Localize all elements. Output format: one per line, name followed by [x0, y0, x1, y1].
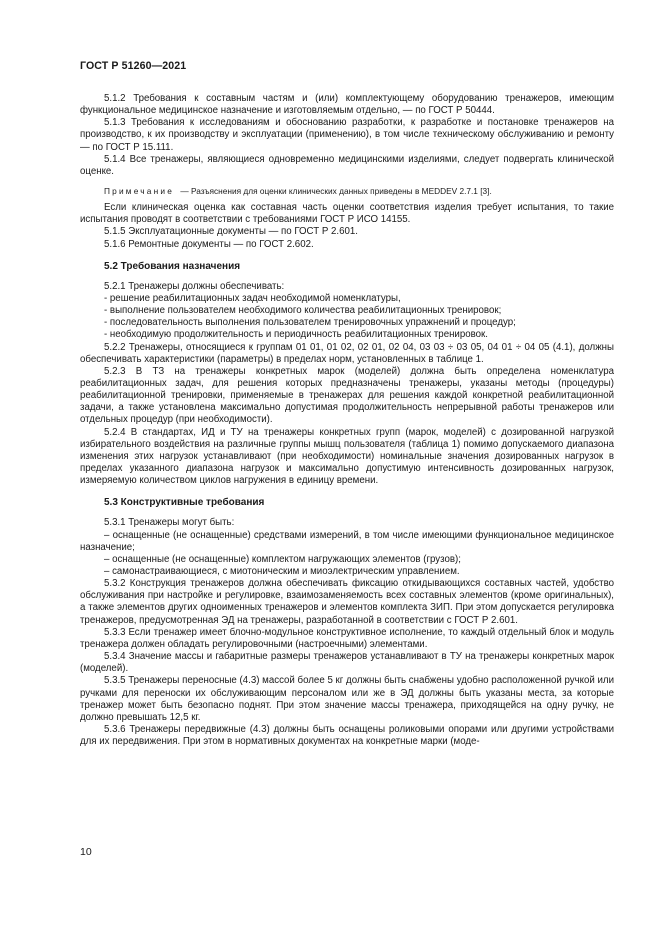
clause-5-2-1: 5.2.1 Тренажеры должны обеспечивать:: [104, 280, 285, 292]
clause-5-2-2: 5.2.2 Тренажеры, относящиеся к группам 01 01, 01 02, 02 01, 02 04, 03 03 ÷ 03 05, 04 01 ÷ 04 05 (4.1), должны обеспечивать характеристики (параметры) в пределах норм, установленных в таблице 1.: [80, 341, 614, 365]
clause-5-1-6: 5.1.6 Ремонтные документы — по ГОСТ 2.602.: [104, 238, 314, 250]
list-item: – оснащенные (не оснащенные) комплектом нагружающих элементов (грузов);: [104, 553, 461, 565]
clause-5-3-5: 5.3.5 Тренажеры переносные (4.3) массой более 5 кг должны быть снабжены удобно расположенной ручкой или ручками для переноски их обслуживающим персоналом или же в ЭД должны быть указаны места, за которые тренажер может быть безопасно поднят. При этом значение массы тренажера, приходящейся на одну ручку, не должно превышать 12,5 кг.: [80, 675, 614, 723]
clause-5-1-5: 5.1.5 Эксплуатационные документы — по ГОСТ Р 2.601.: [104, 226, 358, 238]
clause-5-1-3: 5.1.3 Требования к исследованиям и обоснованию разработки, к разработке и постановке тренажеров на производство, к их производству и эксплуатации (применению), в том числе техническому обслуживанию и ремонту — по ГОСТ Р 15.111.: [80, 117, 614, 153]
list-item: - решение реабилитационных задач необходимой номенклатуры,: [104, 292, 401, 304]
list-item: - необходимую продолжительность и периодичность реабилитационных тренировок.: [104, 329, 488, 341]
list-item: – оснащенные (не оснащенные) средствами измерений, в том числе имеющими функциональное медицинское назначение;: [80, 529, 614, 553]
note-label: Примечание: [104, 186, 175, 197]
note-text: — Разъяснения для оценки клинических данных приведены в MEDDEV 2.7.1 [3].: [180, 186, 492, 197]
note: [80, 185, 614, 197]
clause-5-1-2: 5.1.2 Требования к составным частям и (или) комплектующему оборудованию тренажеров, имеющим функциональное медицинское назначение и изготовляемым отдельно, — по ГОСТ Р 50444.: [80, 93, 614, 117]
clause-5-3-1: 5.3.1 Тренажеры могут быть:: [104, 517, 235, 529]
list-item: – самонастраивающиеся, с миотоническим и миоэлектрическим управлением.: [104, 566, 460, 577]
clause-5-3-2: 5.3.2 Конструкция тренажеров должна обеспечивать фиксацию откидывающихся составных частей, удобство обслуживания при настройке и регулировке, взаимозаменяемость всех составных элементов (кроме оригинальных), а также элементов других одноименных тренажеров и элементов комплекта ЗИП. При этом допускается регулировка тренажеров, предусмотренная ЭД на тренажеры, разработанной в соответствии с ГОСТ Р 2.601.: [80, 578, 614, 626]
clinical-paragraph: Если клиническая оценка как составная часть оценки соответствия изделия требует испытания, то такие испытания проводят в соответствии с требованиями ГОСТ Р ИСО 14155.: [80, 202, 614, 226]
clause-5-3-6: 5.3.6 Тренажеры передвижные (4.3) должны быть оснащены роликовыми опорами или другими устройствами для их передвижения. При этом в нормативных документах на конкретные марки (моде-: [80, 724, 614, 748]
clause-5-3-4: 5.3.4 Значение массы и габаритные размеры тренажеров устанавливают в ТУ на тренажеры конкретных марок (моделей).: [80, 651, 614, 675]
document-header: ГОСТ Р 51260—2021: [80, 60, 187, 72]
list-item: - выполнение пользователем необходимого количества реабилитационных тренировок;: [104, 305, 502, 317]
section-heading-5-3: 5.3 Конструктивные требования: [104, 497, 265, 509]
clause-5-1-4: 5.1.4 Все тренажеры, являющиеся одновременно медицинскими изделиями, следует подвергать клинической оценке.: [80, 153, 614, 177]
section-heading-5-2: 5.2 Требования назначения: [104, 260, 241, 272]
clause-5-2-4: 5.2.4 В стандартах, ИД и ТУ на тренажеры конкретных групп (марок, моделей) с дозированной нагрузкой избирательного воздействия на различные группы мышц пользователя (таблица 1) помимо допускаемого диапазона изменения этих нагрузок устанавливают (при необходимости) номинальные значения дозированных нагрузок в пределах указанного диапазона нагрузок и максимально допустимую интенсивность дозированных нагрузок, измеряемую количеством циклов нагружения в единицу времени.: [80, 426, 614, 487]
page-number: 10: [80, 846, 92, 858]
list-item: - последовательность выполнения пользователем тренировочных упражнений и процедур;: [104, 317, 516, 329]
page-content: [80, 93, 614, 748]
clause-5-2-3: 5.2.3 В ТЗ на тренажеры конкретных марок (моделей) должна быть определена номенклатура реабилитационных задач, для решения которых предназначены тренажеры, указаны методы (процедуры) реабилитационной тренировки, применяемые в тренажерах для решения каждой конкретной реабилитационной задачи, а также установлена максимально допустимая продолжительность непрерывной работы тренажеров или отдельных процедур (при необходимости).: [80, 365, 614, 426]
clause-5-3-3: 5.3.3 Если тренажер имеет блочно-модульное конструктивное исполнение, то каждый отдельный блок и модуль тренажера должен обладать регулировочными (настроечными) элементами.: [80, 626, 614, 650]
